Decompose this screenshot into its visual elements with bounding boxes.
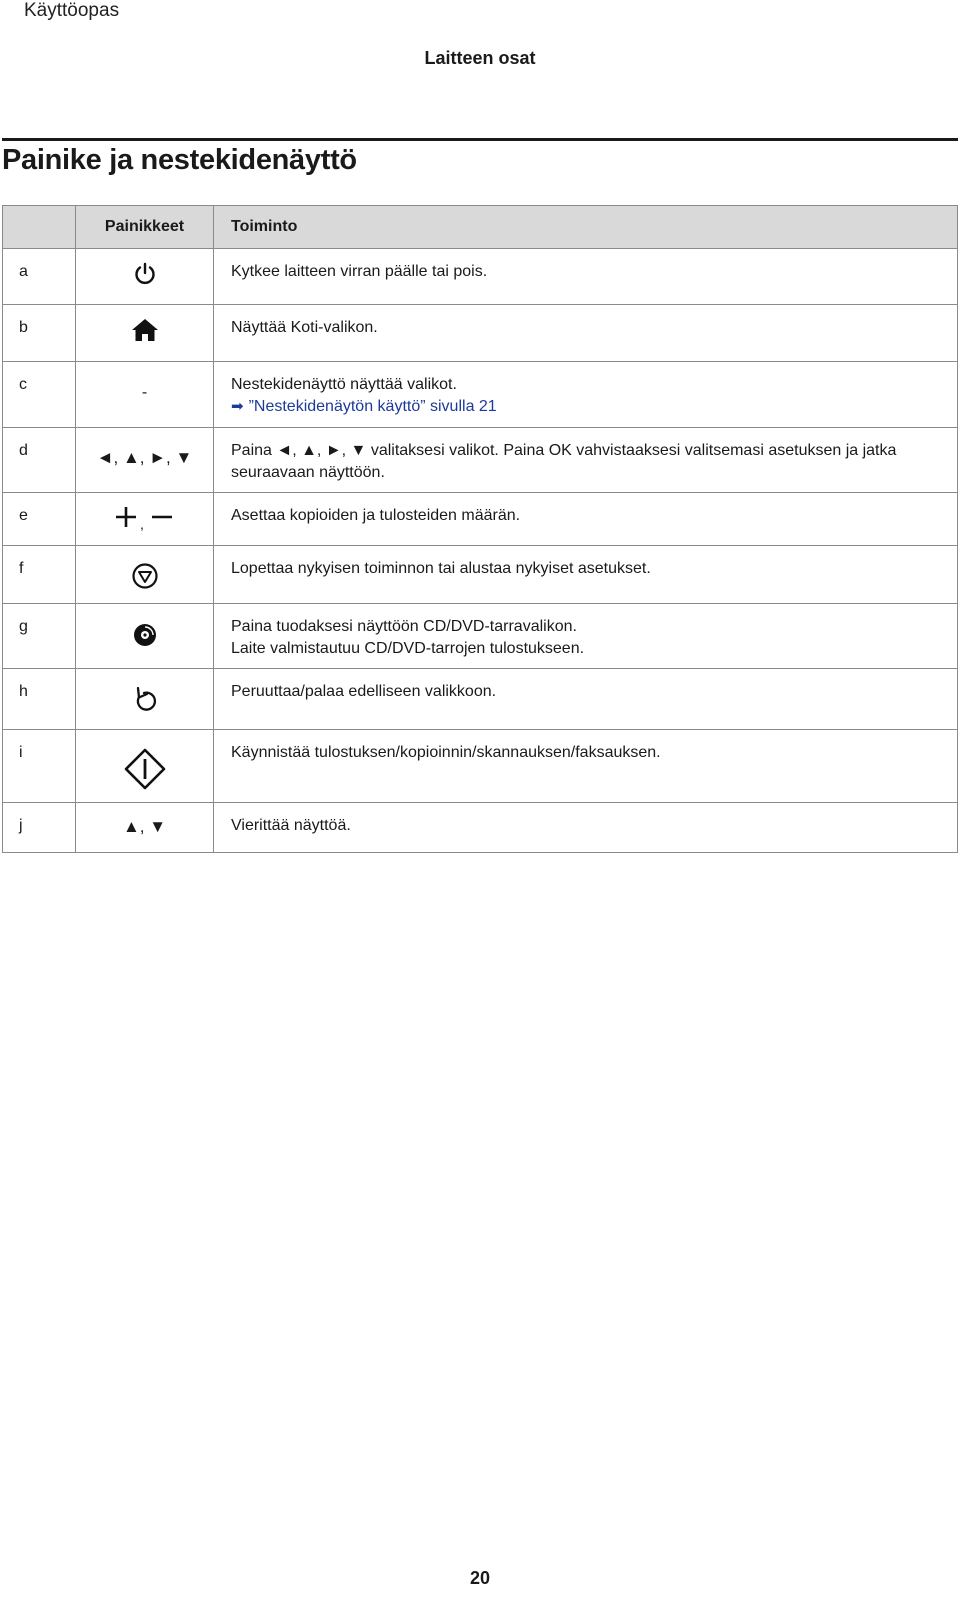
function-column-header: Toiminto [214, 206, 958, 249]
row-function-text: Näyttää Koti-valikon. [231, 319, 378, 336]
row-function-text: Lopettaa nykyisen toiminnon tai alustaa nykyiset asetukset. [231, 560, 651, 577]
key-column-header [3, 206, 76, 249]
button-symbol: ▲, ▼ [76, 803, 214, 853]
svg-text:,: , [139, 516, 144, 531]
row-key: j [3, 803, 76, 853]
page-number: 20 [469, 1568, 491, 1588]
section-title: Laitteen osat [424, 48, 536, 68]
button-symbol: ◄, ▲, ►, ▼ [76, 428, 214, 493]
cross-reference-link[interactable] [231, 396, 947, 418]
row-function-text: Peruuttaa/palaa edelliseen valikkoon. [231, 683, 497, 700]
table-row [3, 730, 958, 803]
row-function-text: Kytkee laitteen virran päälle tai pois. [231, 263, 488, 280]
table-row [3, 604, 958, 669]
row-function-text: Laite valmistautuu CD/DVD-tarrojen tulostukseen. [231, 640, 585, 657]
table-row [3, 669, 958, 730]
row-key: h [3, 669, 76, 730]
stop-icon [131, 567, 159, 584]
row-function-text: Vierittää näyttöä. [231, 817, 351, 834]
row-key: f [3, 546, 76, 604]
table-row [3, 493, 958, 546]
row-key: d [3, 428, 76, 493]
cd-dvd-icon [132, 626, 158, 643]
heading-rule [2, 138, 958, 141]
link-text: ”Nestekidenäytön käyttö” sivulla 21 [248, 398, 497, 415]
back-icon [132, 691, 158, 708]
page-heading: Painike ja nestekidenäyttö [2, 144, 357, 176]
table-row [3, 249, 958, 305]
row-function-text: Paina ◄, ▲, ►, ▼ valitaksesi valikot. Paina OK vahvistaaksesi valitsemasi asetuksen ja jatka seuraavaan näyttöön. [231, 442, 897, 481]
row-key: i [3, 730, 76, 803]
row-key: c [3, 362, 76, 428]
row-key: g [3, 604, 76, 669]
row-function-text: Paina tuodaksesi näyttöön CD/DVD-tarravalikon. [231, 618, 577, 635]
plus-minus-icon [114, 509, 176, 531]
table-header-row [3, 206, 958, 249]
arrow-right-icon: ➡ [231, 398, 244, 415]
start-icon [124, 760, 166, 777]
row-key: b [3, 305, 76, 362]
power-icon [132, 265, 158, 282]
row-key: e [3, 493, 76, 546]
row-function-text: Asettaa kopioiden ja tulosteiden määrän. [231, 507, 521, 524]
buttons-column-header: Painikkeet [76, 206, 214, 249]
row-key: a [3, 249, 76, 305]
table-row [3, 428, 958, 493]
row-function-text: Käynnistää tulostuksen/kopioinnin/skannauksen/faksauksen. [231, 744, 661, 761]
button-symbol: - [76, 362, 214, 428]
home-icon [130, 321, 160, 338]
table-row [3, 305, 958, 362]
row-function-text: Nestekidenäyttö näyttää valikot. [231, 376, 457, 393]
document-title: Käyttöopas [24, 0, 120, 21]
table-row [3, 362, 958, 428]
table-row [3, 546, 958, 604]
buttons-table [2, 205, 958, 853]
table-row [3, 803, 958, 853]
